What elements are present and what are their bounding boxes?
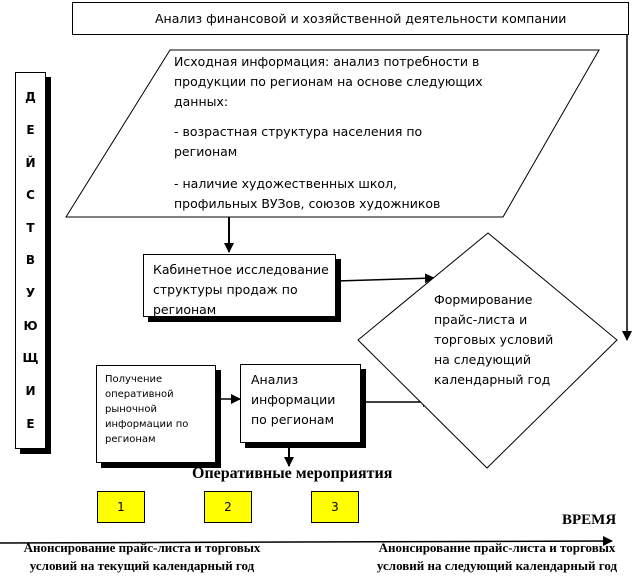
vertical-letter: Д	[25, 90, 36, 105]
vertical-letter: Й	[25, 155, 36, 170]
operational-info-label: Получение оперативной рыночной информации по регионам	[105, 374, 189, 445]
measure-1-box	[97, 491, 145, 523]
title-box	[72, 2, 629, 35]
vertical-letter: И	[25, 383, 36, 398]
measure-3-box	[311, 491, 359, 523]
source-info-item-age: - возрастная структура населения по регионам	[174, 124, 423, 159]
operational-info-text	[105, 372, 205, 447]
vertical-actors-label	[15, 72, 46, 449]
footer-current-year: Анонсирование прайс-листа и торговых условий на текущий календарный год	[23, 540, 261, 573]
measure-2-box	[204, 491, 252, 523]
source-info-item-schools: - наличие художественных школ, профильных ВУЗов, союзов художников	[174, 176, 441, 211]
desk-research-box	[143, 254, 336, 317]
operational-info-box	[96, 365, 216, 463]
price-list-text: Формирование прайс-листа и торговых условий на следующий календарный год	[434, 292, 554, 387]
desk-to-diamond-arrow	[336, 278, 434, 281]
time-label: ВРЕМЯ	[562, 512, 617, 528]
source-info-intro: Исходная информация: анализ потребности в продукции по регионам на основе следующих данных:	[174, 54, 483, 109]
vertical-letter: В	[25, 253, 36, 268]
vertical-letter: У	[25, 286, 36, 301]
operational-measures-label: Оперативные мероприятия	[192, 465, 393, 482]
measure-1-number: 1	[117, 500, 125, 514]
analysis-box	[240, 364, 361, 443]
vertical-letter: Е	[26, 416, 35, 431]
vertical-letter: С	[26, 188, 35, 203]
source-info-text	[174, 52, 484, 214]
desk-research-text: Кабинетное исследование структуры продаж по регионам	[153, 262, 329, 317]
vertical-letter: Щ	[22, 351, 39, 366]
analysis-text: Анализ информации по регионам	[251, 372, 336, 427]
page-title: Анализ финансовой и хозяйственной деятельности компании	[155, 10, 567, 26]
measure-3-number: 3	[331, 500, 339, 514]
measure-2-number: 2	[224, 500, 232, 514]
footer-next-year: Анонсирование прайс-листа и торговых условий на следующий календарный год	[376, 540, 618, 573]
vertical-letter: Ю	[23, 318, 38, 333]
vertical-letter: Е	[26, 122, 35, 137]
vertical-letter: Т	[26, 220, 35, 235]
